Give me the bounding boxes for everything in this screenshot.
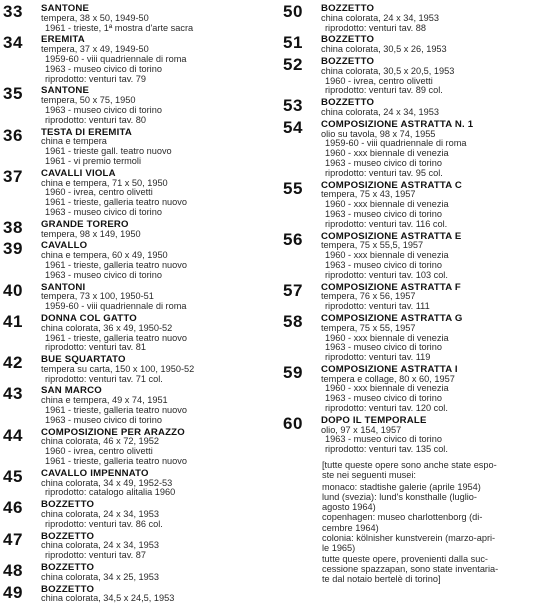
entry-title: COMPOSIZIONE ASTRATTA E [321,230,462,242]
entry-detail-line: 1960 - ivrea, centro olivetti [325,75,433,86]
catalog-entry [3,355,271,384]
note-paragraph: lund (svezia): lund's konsthalle (luglio- agosto 1964) [322,491,477,513]
entry-number: 50 [283,2,303,21]
entry-detail-line: 1963 - museo civico di torino [325,259,442,270]
entry-title: BOZZETTO [41,562,95,574]
entry-detail-line: 1961 - trieste, galleria teatro nuovo [45,197,187,208]
entry-number: 45 [3,466,23,486]
entry-detail-line: 1959-60 - viii quadriennale di roma [45,53,187,64]
entry-title: BOZZETTO [321,55,375,67]
catalog-entry [283,413,545,455]
entry-detail-line: 1960 - xxx biennale di venezia [325,383,449,394]
entry-detail-line: china colorata, 24 x 34, 1953 [41,509,159,520]
entry-detail-line: riprodotto: venturi tav. 111 [325,301,430,312]
entry-number: 34 [3,33,23,53]
entry-detail-line: tempera e collage, 80 x 60, 1957 [321,373,455,384]
catalog-entry [3,466,271,498]
catalog-entry [283,280,545,312]
entry-title: SANTONE [41,3,90,14]
entry-title: BOZZETTO [41,583,95,595]
entry-title: CAVALLI VIOLA [41,167,116,179]
entry-detail-line: 1960 - xxx biennale di venezia [325,199,449,210]
entry-detail-line: china e tempera [41,136,107,147]
entry-number: 43 [3,384,23,404]
entry-title: CAVALLO IMPENNATO [41,467,149,479]
entry-number: 42 [3,353,23,373]
note-paragraph: tutte queste opere, provenienti dalla suc- cessione spazzapan, sono state inventaria- te dal notaio bertelè di torino] [322,553,499,585]
entry-detail-line: 1959-60 - viii quadriennale di roma [325,138,467,149]
entry-detail-line: riprodotto: venturi tav. 120 col. [325,403,448,414]
entry-detail-line: china colorata, 24 x 34, 1953 [321,106,439,117]
entry-detail-line: china colorata, 46 x 72, 1952 [41,436,159,447]
entry-detail-line: china colorata, 30,5 x 26, 1953 [321,44,447,55]
entry-detail-line: tempera, 38 x 50, 1949-50 [41,12,149,23]
entry-detail-line: 1959-60 - viii quadriennale di roma [45,301,187,312]
entry-detail-line: 1963 - museo civico di torino [45,104,162,115]
catalog-entry [283,54,545,96]
catalog-entry [283,35,545,55]
catalog-entry [283,229,545,281]
entry-detail-line: olio, 97 x 154, 1957 [321,424,402,435]
entry-title: SANTONI [41,281,86,293]
catalog-entry [3,217,271,240]
entry-number: 57 [283,280,303,300]
entry-number: 49 [3,582,23,602]
entry-number: 33 [3,2,23,21]
entry-detail-line: china e tempera, 71 x 50, 1950 [41,177,168,188]
entry-detail-line: tempera, 75 x 55,5, 1957 [321,240,424,251]
entry-detail-line: china colorata, 24 x 34, 1953 [41,540,159,551]
entry-detail-line: 1961 - trieste gall. teatro nuovo [45,146,172,157]
entry-detail-line: riprodotto: venturi tav. 79 [45,73,146,84]
entry-detail-line: tempera, 75 x 55, 1957 [321,322,416,333]
entry-detail-line: 1960 - ivrea, centro olivetti [45,187,153,198]
entry-detail-line: 1963 - museo civico di torino [45,63,162,74]
catalog-column-left [3,4,271,604]
entry-title: SANTONE [41,85,90,97]
catalog-entry [3,563,271,583]
entry-title: COMPOSIZIONE ASTRATTA G [321,312,463,324]
entry-title: BOZZETTO [321,97,375,109]
entry-detail-line: riprodotto: venturi tav. 135 col. [325,444,448,455]
catalog-entry [3,125,271,167]
note-paragraph: monaco: stadtishe galerie (aprile 1954) [322,481,481,492]
entry-number: 39 [3,239,23,259]
entry-detail-line: riprodotto: venturi tav. 119 [325,352,431,363]
entry-title: TESTA DI EREMITA [41,126,132,138]
entry-number: 59 [283,362,303,382]
catalog-entry [3,4,271,33]
entry-detail-line: riprodotto: venturi tav. 88 [325,22,426,33]
entry-title: BOZZETTO [41,499,95,511]
entry-detail-line: riprodotto: venturi tav. 89 col. [325,85,443,96]
note-paragraph: colonia: kölnisher kunstverein (marzo-apri- le 1965) [322,533,496,554]
entry-detail-line: tempera su carta, 150 x 100, 1950-52 [41,363,195,374]
entry-detail-line: 1963 - museo civico di torino [45,269,162,280]
entry-number: 44 [3,425,23,445]
entry-detail-line: 1961 - trieste, 1ª mostra d'arte sacra [45,22,194,33]
entry-title: BOZZETTO [321,34,375,46]
catalog-entry [283,311,545,363]
entry-detail-line: riprodotto: venturi tav. 95 col. [325,167,443,178]
catalog-entry [283,117,545,179]
catalog-entry [3,500,271,529]
catalog-entry [3,35,271,84]
entry-number: 60 [283,413,303,433]
entry-title: DOPO IL TEMPORALE [321,414,427,426]
entry-title: COMPOSIZIONE ASTRATTA C [321,179,463,191]
entry-detail-line: 1961 - trieste, galleria teatro nuovo [45,405,187,416]
entry-detail-line: 1963 - museo civico di torino [45,414,162,425]
catalog-entry [3,582,271,604]
entry-detail-line: china e tempera, 49 x 74, 1951 [41,395,168,406]
entry-number: 56 [283,229,303,249]
catalog-entry [3,241,271,280]
entry-detail-line: 1963 - museo civico di torino [325,157,442,168]
entry-detail-line: china e tempera, 60 x 49, 1950 [41,250,168,261]
entry-title: DONNA COL GATTO [41,312,137,324]
catalog-entry [283,178,545,230]
entry-detail-line: tempera, 50 x 75, 1950 [41,95,136,106]
entry-detail-line: riprodotto: venturi tav. 71 col. [45,373,163,384]
entry-title: COMPOSIZIONE ASTRATTA F [321,281,461,293]
entry-number: 52 [283,54,303,74]
catalog-entry [3,386,271,425]
entry-detail-line: riprodotto: venturi tav. 116 col. [325,218,448,229]
entry-title: SAN MARCO [41,385,102,397]
entry-number: 36 [3,125,23,145]
entry-detail-line: 1961 - trieste, galleria teatro nuovo [45,456,187,467]
entry-detail-line: 1963 - museo civico di torino [45,206,162,217]
entry-detail-line: 1960 - xxx biennale di venezia [325,250,449,261]
entry-title: COMPOSIZIONE ASTRATTA I [321,363,458,375]
entry-detail-line: 1960 - xxx biennale di venezia [325,332,449,343]
entry-number: 37 [3,166,23,186]
entry-detail-line: riprodotto: venturi tav. 103 col. [325,269,448,280]
exhibition-note [322,460,546,585]
note-paragraph: copenhagen: museo charlottenborg (di- cembre 1964) [322,512,483,533]
entry-number: 47 [3,529,23,549]
catalog-column-right [283,4,545,455]
entry-title: COMPOSIZIONE ASTRATTA N. 1 [321,118,474,130]
entry-detail-line: riprodotto: venturi tav. 86 col. [45,518,163,529]
entry-number: 53 [283,96,303,116]
entry-title: CAVALLO [41,240,88,252]
catalog-entry [283,98,545,118]
entry-detail-line: china colorata, 34,5 x 24,5, 1953 [41,593,175,604]
entry-detail-line: china colorata, 24 x 34, 1953 [321,12,439,23]
entry-title: BOZZETTO [41,530,95,542]
entry-detail-line: tempera, 98 x 149, 1950 [41,228,141,239]
entry-detail-line: riprodotto: venturi tav. 80 [45,114,146,125]
entry-title: EREMITA [41,34,85,46]
entry-detail-line: 1963 - museo civico di torino [325,434,442,445]
entry-number: 51 [283,33,303,53]
entry-detail-line: riprodotto: venturi tav. 87 [45,550,146,561]
catalog-entry [283,362,545,414]
catalog-entry [3,529,271,561]
entry-detail-line: china colorata, 36 x 49, 1950-52 [41,322,173,333]
catalog-entry [3,86,271,125]
entry-detail-line: tempera, 37 x 49, 1949-50 [41,44,149,55]
entry-number: 48 [3,561,23,581]
entry-detail-line: 1963 - museo civico di torino [325,393,442,404]
entry-number: 54 [283,117,303,137]
entry-detail-line: 1961 - trieste, galleria teatro nuovo [45,259,187,270]
catalog-entry [3,425,271,467]
catalog-entry [3,166,271,218]
catalog-entry [3,280,271,312]
entry-detail-line: 1961 - vi premio termoli [45,155,141,166]
catalog-entry [283,4,545,33]
entry-detail-line: 1961 - trieste, galleria teatro nuovo [45,332,187,343]
entry-title: BOZZETTO [321,3,375,14]
note-paragraph: [tutte queste opere sono anche state espo- ste nei seguenti musei: [322,460,497,481]
entry-number: 46 [3,498,23,518]
entry-detail-line: riprodotto: venturi tav. 81 [45,342,146,353]
entry-detail-line: 1963 - museo civico di torino [325,208,442,219]
entry-number: 58 [283,311,303,331]
entry-number: 38 [3,217,23,237]
entry-detail-line: china colorata, 30,5 x 20,5, 1953 [321,65,455,76]
entry-title: GRANDE TORERO [41,218,129,230]
entry-title: BUE SQUARTATO [41,354,126,366]
entry-number: 35 [3,84,23,104]
entry-detail-line: china colorata, 34 x 49, 1952-53 [41,477,173,488]
entry-detail-line: tempera, 75 x 43, 1957 [321,189,416,200]
entry-detail-line: olio su tavola, 98 x 74, 1955 [321,128,436,139]
entry-detail-line: tempera, 73 x 100, 1950-51 [41,291,154,302]
entry-detail-line: riprodotto: catalogo alitalia 1960 [45,487,176,498]
entry-title: COMPOSIZIONE PER ARAZZO [41,426,185,438]
entry-number: 41 [3,311,23,331]
entry-number: 55 [283,178,303,198]
entry-detail-line: 1960 - ivrea, centro olivetti [45,446,153,457]
entry-number: 40 [3,280,23,300]
catalog-entry [3,311,271,353]
entry-detail-line: 1963 - museo civico di torino [325,342,442,353]
entry-detail-line: china colorata, 34 x 25, 1953 [41,571,159,582]
entry-detail-line: tempera, 76 x 56, 1957 [321,291,416,302]
entry-detail-line: 1960 - xxx biennale di venezia [325,148,449,159]
